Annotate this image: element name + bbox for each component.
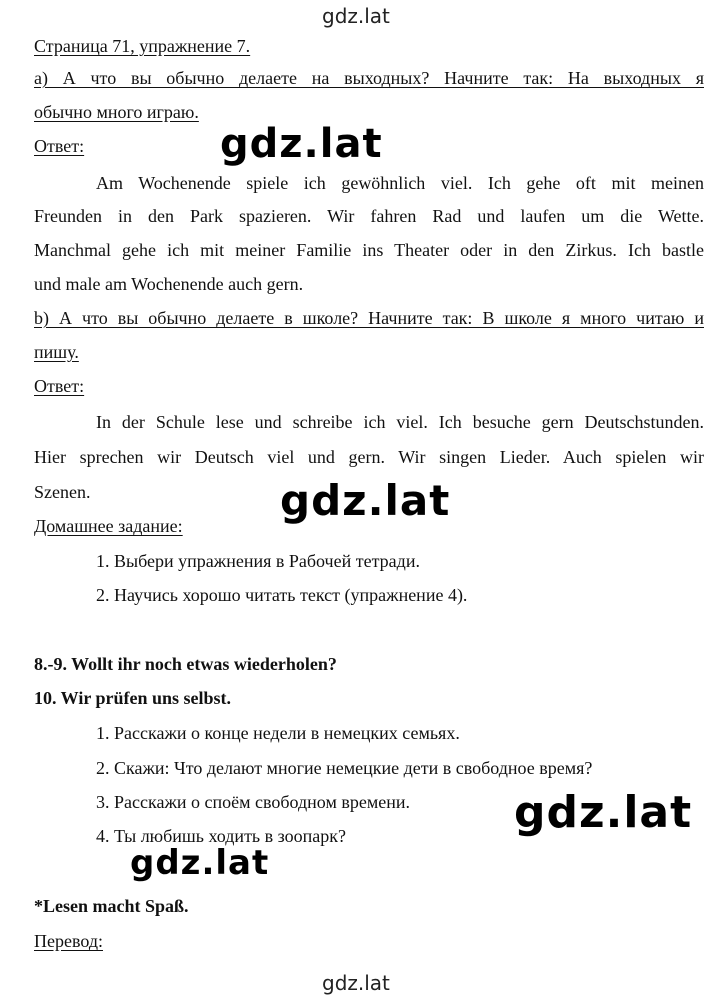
section-heading: 8.-9. Wollt ihr noch etwas wiederholen? — [34, 654, 337, 674]
watermark: gdz.lat — [130, 843, 270, 883]
answer-label: Ответ: — [34, 376, 85, 396]
self-check-item: 4. Ты любишь ходить в зоопарк? — [96, 826, 347, 846]
answer-text-line: Hier sprechen wir Deutsch viel und gern. Wir singen Lieder. Auch spielen wir — [34, 447, 704, 467]
answer-text-line: Manchmal gehe ich mit meiner Familie ins Theater oder in den Zirkus. Ich bastle — [34, 240, 704, 260]
task-a-question-line: а) А что вы обычно делаете на выходных? Начните так: На выходных я — [34, 68, 704, 88]
watermark: gdz.lat — [220, 121, 383, 167]
self-check-item: 1. Расскажи о конце недели в немецких семьях. — [96, 723, 460, 743]
answer-text-line: Am Wochenende spiele ich gewöhnlich viel. Ich gehe oft mit meinen — [96, 173, 704, 193]
watermark-top: gdz.lat — [322, 4, 390, 28]
answer-text-line: Szenen. — [34, 482, 91, 502]
homework-item: 1. Выбери упражнения в Рабочей тетради. — [96, 551, 420, 571]
self-check-item: 2. Скажи: Что делают многие немецкие дети в свободное время? — [96, 758, 593, 778]
reading-section-heading: *Lesen macht Spaß. — [34, 896, 189, 916]
page-exercise-header: Страница 71, упражнение 7. — [34, 36, 251, 56]
task-a-question-line: обычно много играю. — [34, 102, 199, 122]
answer-text-line: Freunden in den Park spazieren. Wir fahren Rad und laufen um die Wette. — [34, 206, 704, 226]
homework-item: 2. Научись хорошо читать текст (упражнение 4). — [96, 585, 468, 605]
translation-label: Перевод: — [34, 931, 103, 951]
section-heading: 10. Wir prüfen uns selbst. — [34, 688, 232, 708]
self-check-item: 3. Расскажи о споём свободном времени. — [96, 792, 410, 812]
task-b-question-line: пишу. — [34, 342, 79, 362]
answer-text-line: und male am Wochenende auch gern. — [34, 274, 304, 294]
watermark-bottom: gdz.lat — [322, 971, 390, 995]
watermark: gdz.lat — [280, 476, 451, 525]
answer-label: Ответ: — [34, 136, 85, 156]
homework-label: Домашнее задание: — [34, 516, 183, 536]
answer-text-line: In der Schule lese und schreibe ich viel. Ich besuche gern Deutschstunden. — [96, 412, 704, 432]
watermark: gdz.lat — [514, 787, 693, 838]
task-b-question-line: b) А что вы обычно делаете в школе? Начните так: В школе я много читаю и — [34, 308, 704, 328]
